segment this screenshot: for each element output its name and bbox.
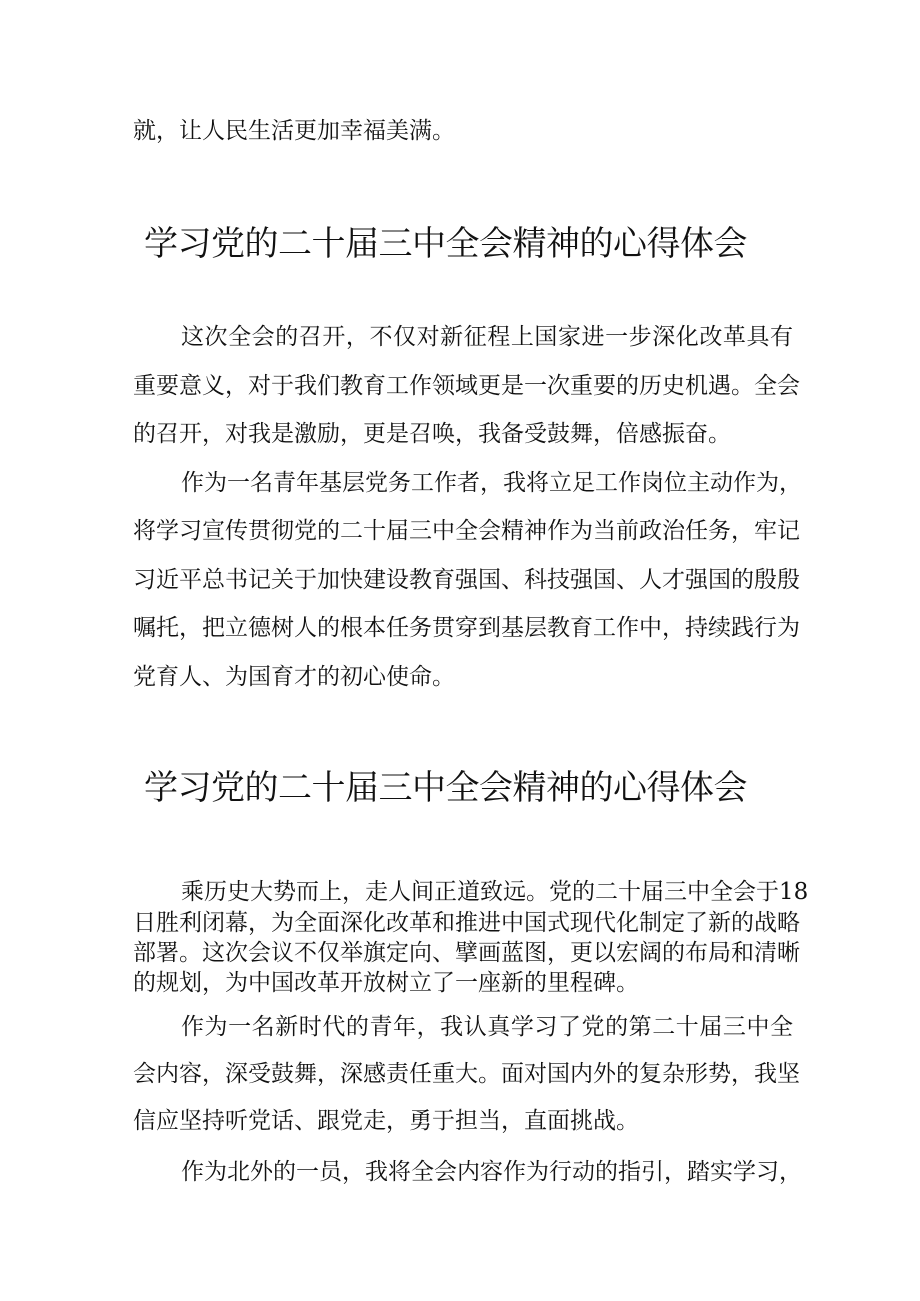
section-1-title: 学习党的二十届三中全会精神的心得体会 [144, 224, 747, 264]
paragraph-line: 将学习宣传贯彻党的二十届三中全会精神作为当前政治任务，牢记 [133, 518, 800, 544]
paragraph-line: 信应坚持听党话、跟党走，勇于担当，直面挑战。 [133, 1108, 639, 1134]
paragraph-line: 乘历史大势而上，走人间正道致远。党的二十届三中全会于18 [181, 879, 809, 905]
paragraph-line: 的规划，为中国改革开放树立了一座新的里程碑。 [133, 970, 639, 996]
paragraph-line: 日胜利闭幕，为全面深化改革和推进中国式现代化制定了新的战略 [133, 910, 800, 936]
paragraph-line: 作为一名新时代的青年，我认真学习了党的第二十届三中全 [181, 1014, 793, 1040]
paragraph-line: 嘱托，把立德树人的根本任务贯穿到基层教育工作中，持续践行为 [133, 615, 800, 641]
paragraph-line: 重要意义，对于我们教育工作领域更是一次重要的历史机遇。全会 [133, 373, 800, 399]
intro-tail-line: 就，让人民生活更加幸福美满。 [133, 118, 455, 144]
paragraph-line: 习近平总书记关于加快建设教育强国、科技强国、人才强国的殷殷 [133, 567, 800, 593]
section-2-title: 学习党的二十届三中全会精神的心得体会 [144, 768, 747, 808]
paragraph-line: 部署。这次会议不仅举旗定向、擘画蓝图，更以宏阔的布局和清晰 [133, 940, 800, 966]
paragraph-line: 的召开，对我是激励，更是召唤，我备受鼓舞，倍感振奋。 [133, 421, 731, 447]
paragraph-line: 党育人、为国育才的初心使命。 [133, 664, 455, 690]
paragraph-line: 这次全会的召开，不仅对新征程上国家进一步深化改革具有 [181, 324, 793, 350]
paragraph-line: 会内容，深受鼓舞，深感责任重大。面对国内外的复杂形势，我坚 [133, 1061, 800, 1087]
paragraph-line: 作为北外的一员，我将全会内容作为行动的指引，踏实学习， [181, 1159, 802, 1185]
paragraph-line: 作为一名青年基层党务工作者，我将立足工作岗位主动作为， [181, 470, 802, 496]
